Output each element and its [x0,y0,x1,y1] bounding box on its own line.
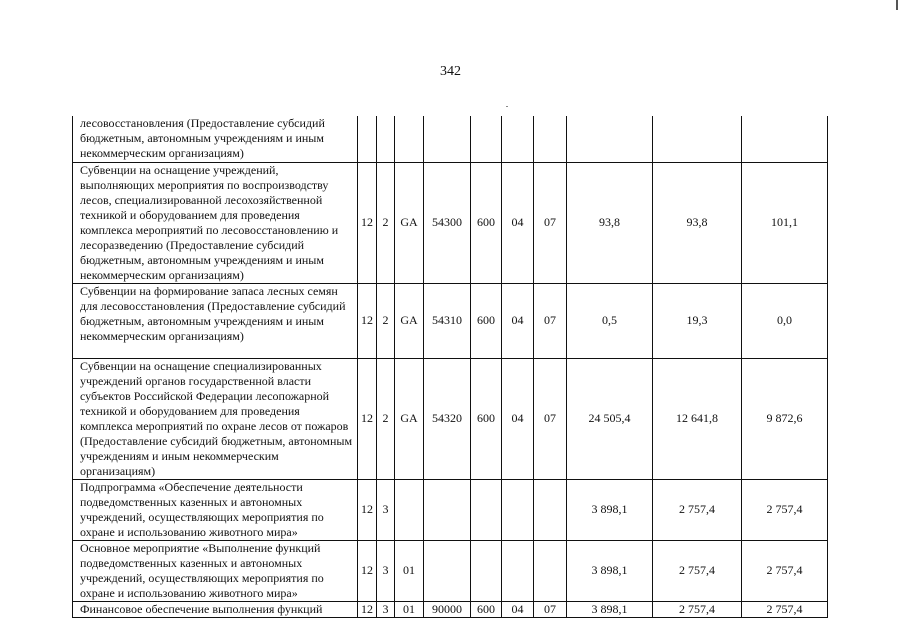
amount-col-2: 2 757,4 [653,540,742,601]
code-section: 04 [502,358,534,479]
code-ministry: 12 [358,540,377,601]
code-measure [395,479,424,540]
table-row [73,358,828,479]
code-section [502,116,534,162]
amount-col-1: 3 898,1 [567,540,653,601]
code-subsection [534,116,567,162]
amount-col-1: 24 505,4 [567,358,653,479]
code-subsection [534,479,567,540]
code-section: 04 [502,162,534,283]
code-measure: 01 [395,540,424,601]
code-expense-type [471,540,502,601]
amount-col-2: 2 757,4 [653,601,742,617]
code-measure: 01 [395,601,424,617]
amount-col-3: 2 757,4 [742,479,828,540]
page-number: 342 [440,64,461,79]
item-name: Основное мероприятие «Выполнение функций подведомственных казенных и автономных учреждений, осуществляющих мероприятия по охране и использованию животного мира» [73,540,358,601]
item-name: Субвенции на формирование запаса лесных семян для лесовосстановления (Предоставление субсидий бюджетным, автономным учреждениям и иным некоммерческим организациям) [73,283,358,358]
code-direction: 54320 [424,358,471,479]
amount-col-3: 0,0 [742,283,828,358]
item-name: Субвенции на оснащение учреждений, выполняющих мероприятия по воспроизводству лесов, специализированной лесохозяйственной техникой и оборудованием для проведения комплекса мероприятий по лесовосстановлению и лесоразведению (Предоставление субсидий бюджетным, автономным учреждениям и иным некоммерческим организациям) [73,162,358,283]
amount-col-1: 0,5 [567,283,653,358]
code-measure: GA [395,358,424,479]
code-expense-type [471,479,502,540]
code-measure [395,116,424,162]
scan-speck [506,106,508,107]
code-expense-type: 600 [471,283,502,358]
code-subsection: 07 [534,358,567,479]
code-subsection [534,540,567,601]
code-direction: 90000 [424,601,471,617]
budget-table [72,116,828,618]
code-direction [424,479,471,540]
amount-col-3 [742,116,828,162]
code-program: 2 [377,162,395,283]
code-program: 3 [377,479,395,540]
amount-col-3: 9 872,6 [742,358,828,479]
code-program: 3 [377,601,395,617]
code-expense-type [471,116,502,162]
amount-col-3: 2 757,4 [742,601,828,617]
table-row [73,601,828,617]
code-program: 3 [377,540,395,601]
table-row [73,283,828,358]
item-name: Субвенции на оснащение специализированных учреждений органов государственной власти субъектов Российской Федерации лесопожарной техникой и оборудованием для проведения комплекса мероприятий по охране лесов от пожаров (Предоставление субсидий бюджетным, автономным учреждениям и иным некоммерческим организациям) [73,358,358,479]
code-expense-type: 600 [471,601,502,617]
code-direction: 54300 [424,162,471,283]
code-ministry: 12 [358,479,377,540]
amount-col-2: 12 641,8 [653,358,742,479]
amount-col-2: 19,3 [653,283,742,358]
code-measure: GA [395,283,424,358]
table-row [73,116,828,162]
code-expense-type: 600 [471,162,502,283]
amount-col-2 [653,116,742,162]
amount-col-1: 93,8 [567,162,653,283]
table-row [73,479,828,540]
code-ministry: 12 [358,601,377,617]
code-ministry [358,116,377,162]
amount-col-3: 101,1 [742,162,828,283]
code-ministry: 12 [358,283,377,358]
code-ministry: 12 [358,358,377,479]
item-name: лесовосстановления (Предоставление субсидий бюджетным, автономным учреждениям и иным некоммерческим организациям) [73,116,358,162]
code-program: 2 [377,283,395,358]
table-row [73,540,828,601]
code-subsection: 07 [534,601,567,617]
code-direction: 54310 [424,283,471,358]
code-subsection: 07 [534,283,567,358]
code-section [502,479,534,540]
item-name: Подпрограмма «Обеспечение деятельности подведомственных казенных и автономных учреждений, осуществляющих мероприятия по охране и использованию животного мира» [73,479,358,540]
code-expense-type: 600 [471,358,502,479]
amount-col-1: 3 898,1 [567,479,653,540]
amount-col-1: 3 898,1 [567,601,653,617]
code-ministry: 12 [358,162,377,283]
amount-col-2: 2 757,4 [653,479,742,540]
amount-col-3: 2 757,4 [742,540,828,601]
code-program [377,116,395,162]
code-section [502,540,534,601]
amount-col-2: 93,8 [653,162,742,283]
table-row [73,162,828,283]
amount-col-1 [567,116,653,162]
item-name: Финансовое обеспечение выполнения функций [73,601,358,617]
code-subsection: 07 [534,162,567,283]
code-direction [424,540,471,601]
code-program: 2 [377,358,395,479]
scan-edge-mark [896,0,898,10]
code-section: 04 [502,601,534,617]
code-measure: GA [395,162,424,283]
code-direction [424,116,471,162]
code-section: 04 [502,283,534,358]
